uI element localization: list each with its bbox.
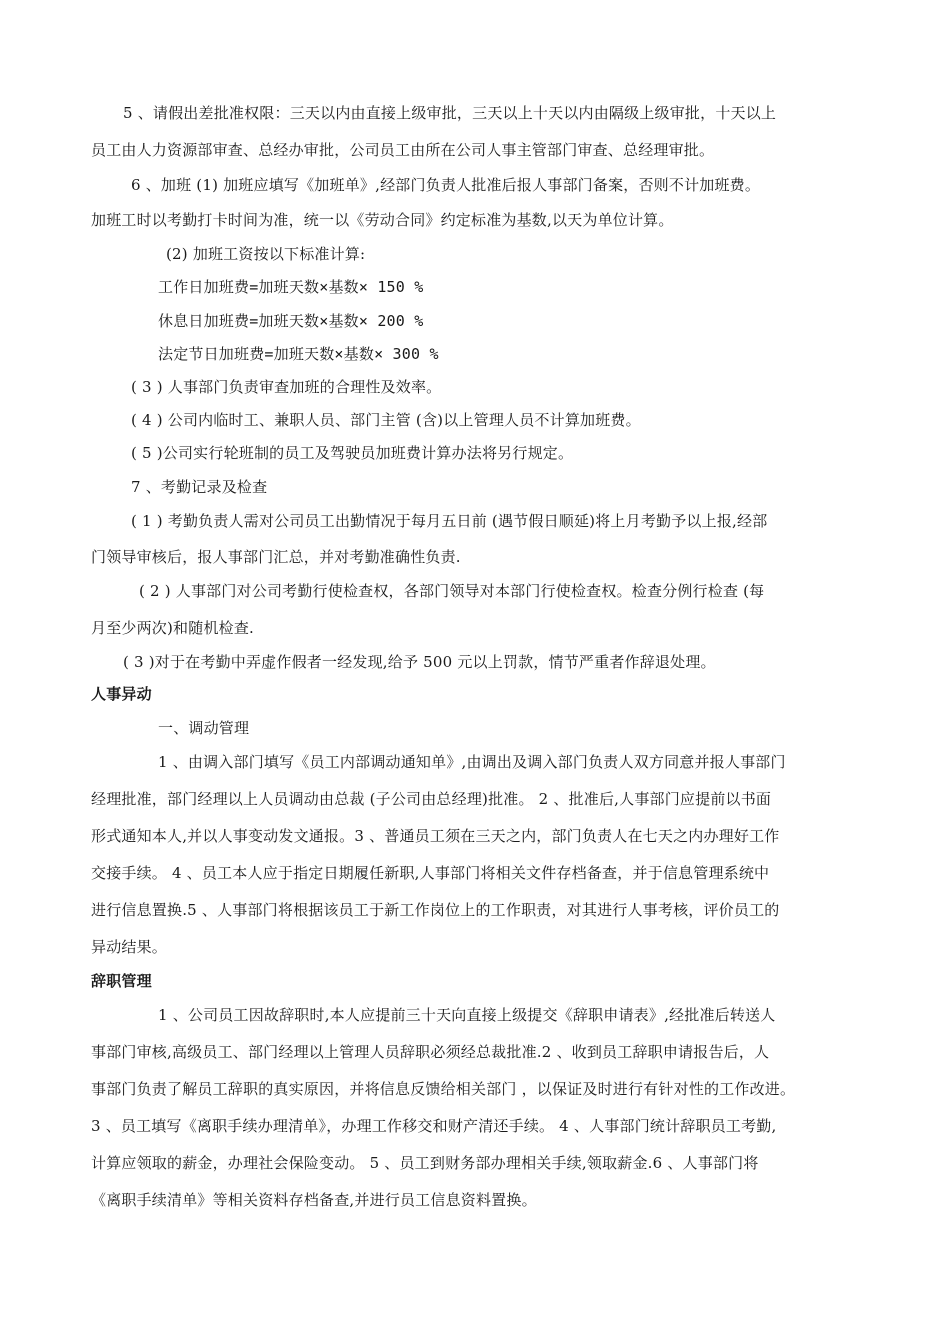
- holiday-overtime-formula: 法定节日加班费=加班天数×基数× 300 %: [158, 345, 439, 363]
- transfer-paragraph-line-5: 进行信息置换.5 、人事部门将根据该员工于新工作岗位上的工作职责，对其进行人事考核，评价员工的: [91, 901, 780, 919]
- resignation-paragraph-line-1: 1 、公司员工因故辞职时,本人应提前三十天向直接上级提交《辞职申请表》,经批准后转送人: [158, 1006, 776, 1024]
- attendance-item-1-line-2: 门领导审核后，报人事部门汇总，并对考勤准确性负责.: [91, 548, 461, 566]
- overtime-line-2: 加班工时以考勤打卡时间为准，统一以《劳动合同》约定标准为基数,以天为单位计算。: [91, 211, 674, 229]
- attendance-item-2-line-2: 月至少两次)和随机检查.: [91, 619, 255, 637]
- overtime-line-1: 6 、加班 (1) 加班应填写《加班单》,经部门负责人批准后报人事部门备案，否则不计加班费。: [131, 176, 761, 194]
- overtime-item-4: ( 4 ) 公司内临时工、兼职人员、部门主管 (含)以上管理人员不计算加班费。: [131, 411, 641, 429]
- resignation-paragraph-line-2: 事部门审核,高级员工、部门经理以上管理人员辞职必须经总裁批准.2 、收到员工辞职申请报告后，人: [91, 1043, 770, 1061]
- leave-approval-line-2: 员工由人力资源部审查、总经办审批，公司员工由所在公司人事主管部门审查、总经理审批。: [91, 141, 715, 159]
- transfer-paragraph-line-6: 异动结果。: [91, 938, 168, 956]
- section-heading-transfer: 人事异动: [91, 685, 152, 703]
- resignation-paragraph-line-3: 事部门负责了解员工辞职的真实原因，并将信息反馈给相关部门 ，以保证及时进行有针对性的工作改进。: [91, 1080, 796, 1098]
- overtime-item-5: ( 5 )公司实行轮班制的员工及驾驶员加班费计算办法将另行规定。: [131, 444, 574, 462]
- transfer-paragraph-line-4: 交接手续。 4 、员工本人应于指定日期履任新职,人事部门将相关文件存档备查，并于信息管理系统中: [91, 864, 770, 882]
- transfer-subheading: 一、调动管理: [158, 719, 250, 737]
- workday-overtime-formula: 工作日加班费=加班天数×基数× 150 %: [158, 278, 424, 296]
- resignation-paragraph-line-6: 《离职手续清单》等相关资料存档备查,并进行员工信息资料置换。: [91, 1191, 537, 1209]
- leave-approval-line-1: 5 、请假出差批准权限：三天以内由直接上级审批，三天以上十天以内由隔级上级审批，十天以上: [123, 104, 777, 122]
- restday-overtime-formula: 休息日加班费=加班天数×基数× 200 %: [158, 312, 424, 330]
- attendance-item-2-line-1: ( 2 ) 人事部门对公司考勤行使检查权，各部门领导对本部门行使检查权。检查分例行检查 (每: [139, 582, 765, 600]
- resignation-paragraph-line-4: 3 、员工填写《离职手续办理清单》，办理工作移交和财产清还手续。 4 、人事部门统计辞职员工考勤,: [91, 1117, 777, 1135]
- transfer-paragraph-line-2: 经理批准，部门经理以上人员调动由总裁 (子公司由总经理)批准。 2 、批准后,人事部门应提前以书面: [91, 790, 772, 808]
- transfer-paragraph-line-1: 1 、由调入部门填写《员工内部调动通知单》,由调出及调入部门负责人双方同意并报人事部门: [158, 753, 786, 771]
- section-heading-resignation: 辞职管理: [91, 972, 152, 990]
- attendance-title: 7 、考勤记录及检查: [131, 478, 268, 496]
- attendance-item-3: ( 3 )对于在考勤中弄虚作假者一经发现,给予 500 元以上罚款，情节严重者作辞退处理。: [123, 653, 716, 671]
- overtime-pay-standard: (2) 加班工资按以下标准计算:: [166, 245, 366, 263]
- transfer-paragraph-line-3: 形式通知本人,并以人事变动发文通报。3 、普通员工须在三天之内，部门负责人在七天之内办理好工作: [91, 827, 780, 845]
- attendance-item-1-line-1: ( 1 ) 考勤负责人需对公司员工出勤情况于每月五日前 (遇节假日顺延)将上月考勤予以上报,经部: [131, 512, 768, 530]
- overtime-item-3: ( 3 ) 人事部门负责审查加班的合理性及效率。: [131, 378, 442, 396]
- resignation-paragraph-line-5: 计算应领取的薪金，办理社会保险变动。 5 、员工到财务部办理相关手续,领取薪金.6 、人事部门将: [91, 1154, 759, 1172]
